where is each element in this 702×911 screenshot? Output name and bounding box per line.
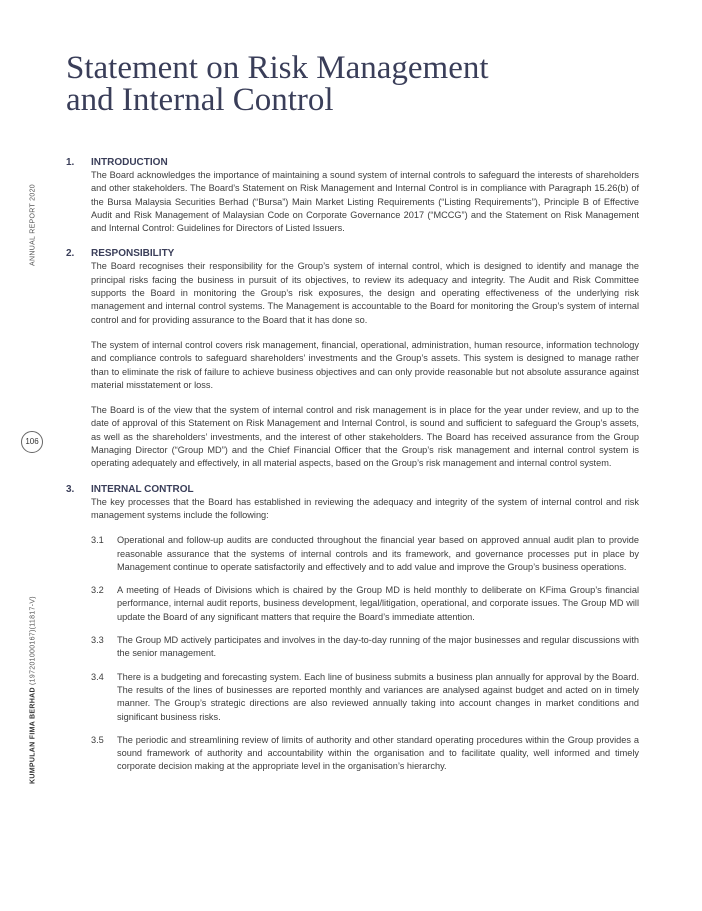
item-text: A meeting of Heads of Divisions which is chaired by the Group MD is held monthly to deliberate on KFima Group’s financial performance, internal audit reports, business development, legal/litigation, operational, and corporate issues. The Group MD will update the Board of any significant matters that require the Board’s immediate attention. [117,585,639,622]
item-text: The periodic and streamlining review of limits of authority and other standard operating procedures within the Group provides a sound framework of authority and accountability within the organisation and to facilitate quality, well informed and timely corporate decision making at the appropriate level in the organisation’s hierarchy. [117,734,639,772]
item-text: There is a budgeting and forecasting system. Each line of business submits a business plan annually for approval by the Board. The results of the lines of businesses are reported monthly and variances are analysed against budget and acted on in timely manner. The Group’s strategic directions are also reviewed annually taking into account changes in market conditions and significant business risks. [117,671,639,722]
section-title: INTERNAL CONTROL [91,483,194,495]
side-annual-report-label: ANNUAL REPORT 2020 [29,184,37,266]
document-body [66,156,639,784]
item-number: 3.4 [91,671,104,682]
paragraph: The key processes that the Board has established in reviewing the adequacy and integrity of the system of internal control and risk management systems include the following: [91,496,639,520]
list-item [91,671,639,724]
section-number: 1. [66,157,75,168]
section-internal-control [66,483,639,774]
item-number: 3.1 [91,535,104,546]
side-company-label [26,590,40,790]
paragraph: The Board acknowledges the importance of maintaining a sound system of internal controls to safeguard the interests of shareholders and other stakeholders. The Board’s Statement on Risk Management and Internal Control is in compliance with Paragraph 15.26(b) of the Bursa Malaysia Securities Berhad (“Bursa”) Main Market Listing Requirements (“Listing Requirements”), Principle B of Effective Audit and Risk Management of Malaysian Code on Corporate Governance 2017 (“MCCG”) and the Statement on Risk Management and Internal Control: Guidelines for Directors of Listed Issuers. [91,170,639,234]
section-title: INTRODUCTION [91,157,168,168]
item-text: Operational and follow-up audits are conducted throughout the financial year based on approved annual audit plan to provide reasonable assurance that the systems of internal controls and its framework, and governance processes put in place by Management continue to operate satisfactorily and effectively and to add value and improve the Group’s business operations. [117,535,639,572]
title-line-2: and Internal Control [66,82,334,118]
item-number: 3.3 [91,635,104,646]
list-item [91,584,639,624]
section-title: RESPONSIBILITY [91,248,175,260]
paragraph: The Board recognises their responsibility for the Group’s system of internal control, which is designed to identify and manage the principal risks facing the business in pursuit of its objectives, to review its adequacy and integrity. The Audit and Risk Committee supports the Board in monitoring the Group’s risk exposures, the design and operating effectiveness of the underlying risk management and internal control systems. The Management is accountable to the Board for monitoring the Group’s system of internal control and for providing assurance to the Board that it has done so. [91,261,639,325]
page-number: 106 [21,431,43,453]
item-number: 3.2 [91,585,104,596]
item-number: 3.5 [91,734,104,745]
section-number: 3. [66,483,75,495]
item-text: The Group MD actively participates and involves in the day-to-day running of the major businesses and regular discussions with the senior management. [117,635,639,659]
section-introduction [66,156,639,235]
company-name: KUMPULAN FIMA BERHAD [29,687,37,784]
list-item [91,634,639,661]
list-item [91,734,639,774]
section-heading [66,247,639,260]
paragraph: The system of internal control covers risk management, financial, operational, administration, human resource, information technology and compliance controls to safeguard shareholders’ investments and the Group’s assets. This system is designed to manage rather than to eliminate the risk of failure to achieve business objectives and can only provide reasonable but not absolute assurance against material misstatement or loss. [91,339,639,390]
section-heading [66,483,639,496]
paragraph: The Board is of the view that the system of internal control and risk management is in place for the year under review, and up to the date of approval of this Statement on Risk Management and Internal Control, is sound and sufficient to safeguard the Group’s assets, as well as the shareholders’ investments, and the interest of other stakeholders. The Board has received assurance from the Group Managing Director (“Group MD”) and the Chief Financial Officer that the Group’s risk management and internal control system is operating adequately and effectively, in all material aspects, based on the Group’s risk management and internal control system. [91,405,639,469]
control-process-list [91,534,639,773]
title-line-1: Statement on Risk Management [66,50,489,86]
section-number: 2. [66,248,75,260]
page-title [66,52,666,116]
list-item [91,534,639,574]
section-heading [66,156,639,169]
company-reg: (197201000167)(11817-V) [29,596,37,685]
section-responsibility [66,247,639,470]
